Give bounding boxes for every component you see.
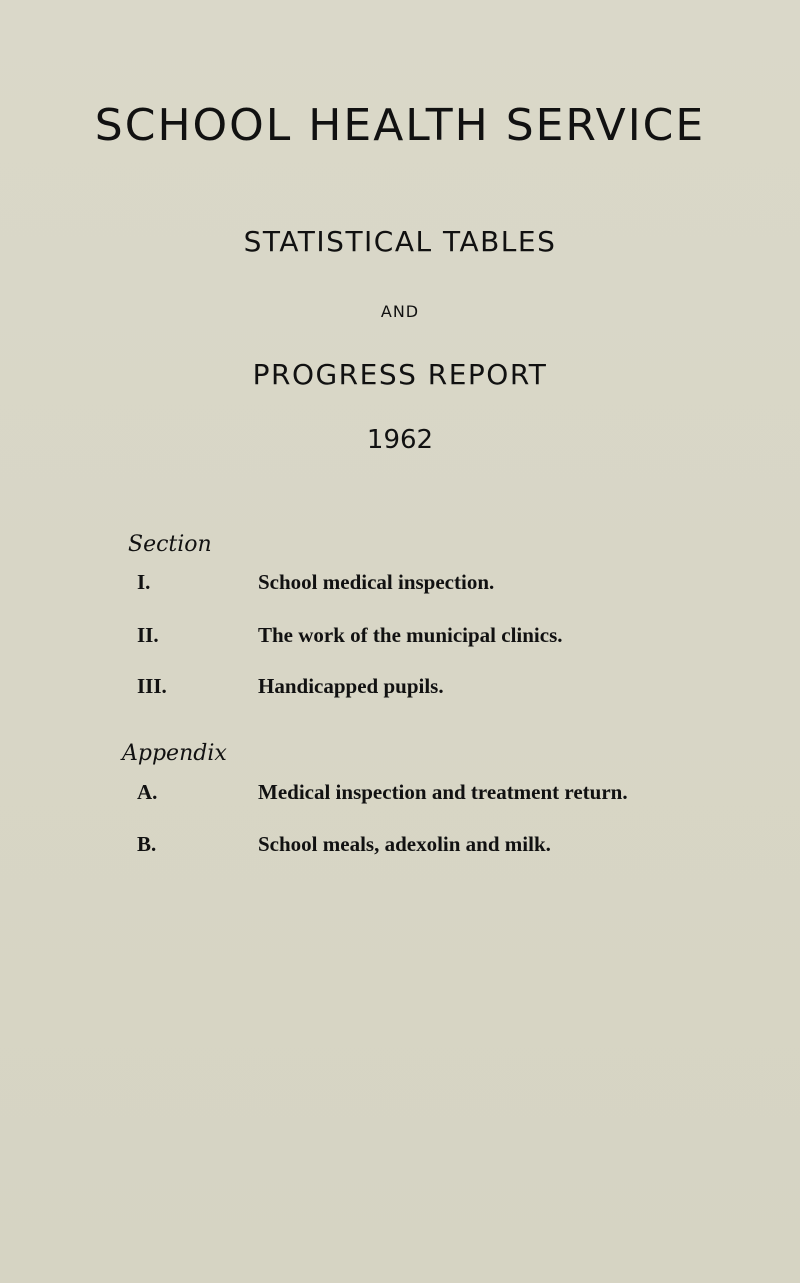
appendix-description: Medical inspection and treatment return. [258,780,628,804]
appendix-letter: A. [137,780,158,804]
section-description: The work of the municipal clinics. [258,623,563,647]
subtitle-year: 1962 [366,425,434,455]
appendix-heading: Appendix [122,741,227,766]
section-number: I. [137,570,151,594]
section-number: II. [137,623,159,647]
section-number: III. [137,674,167,698]
subtitle-and: AND [380,302,420,321]
appendix-letter: B. [137,832,157,856]
section-description: Handicapped pupils. [258,674,444,698]
section-item [0,674,800,706]
appendix-item [0,780,800,812]
appendix-item [0,832,800,864]
appendix-description: School meals, adexolin and milk. [258,832,551,856]
subtitle-statistical-tables: STATISTICAL TABLES [243,225,557,258]
section-item [0,623,800,655]
subtitle-progress-report: PROGRESS REPORT [252,358,548,391]
section-heading: Section [128,532,212,557]
section-item [0,570,800,602]
document-title: SCHOOL HEALTH SERVICE [94,100,706,151]
section-description: School medical inspection. [258,570,495,594]
